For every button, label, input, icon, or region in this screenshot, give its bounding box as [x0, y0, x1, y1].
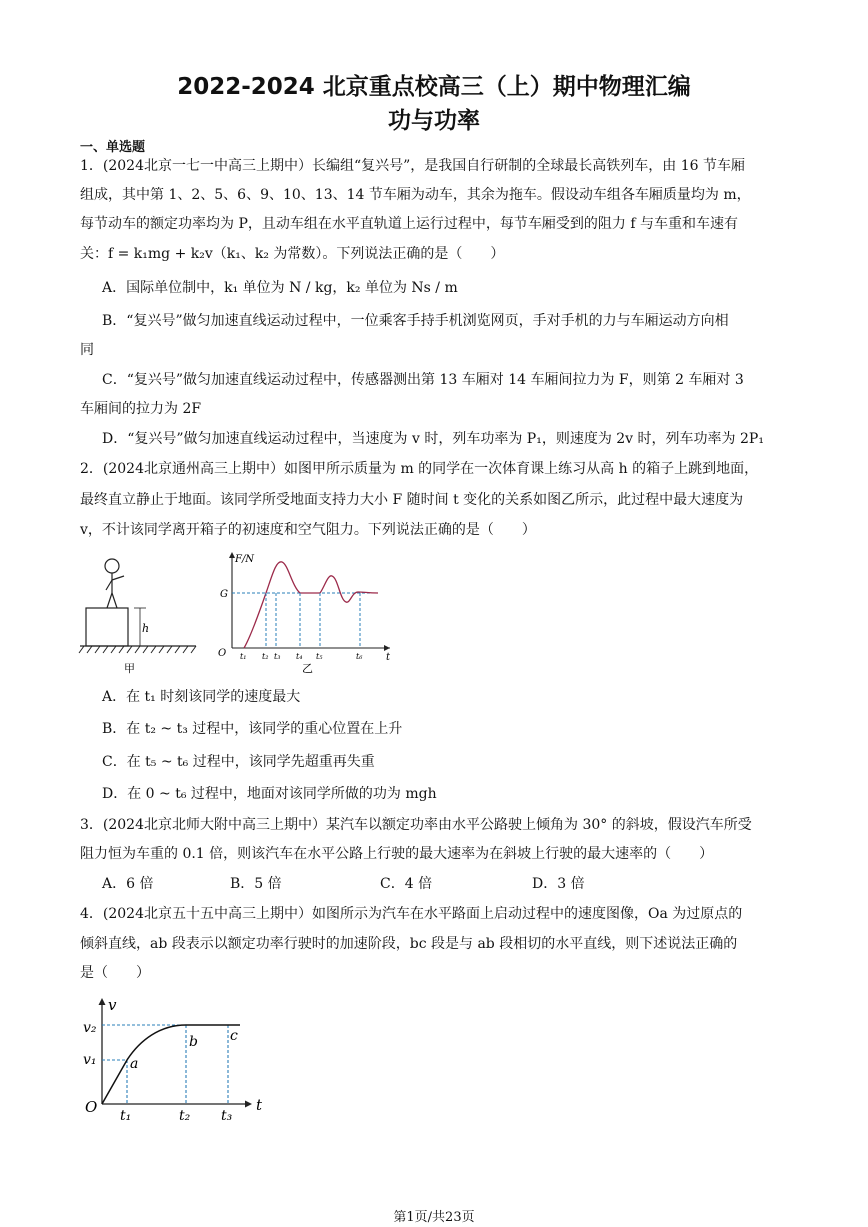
tick-t3: t₃	[274, 652, 281, 661]
v2-label: v₂	[83, 1020, 97, 1036]
point-b-label: b	[189, 1034, 198, 1050]
q3-option-b: B．5 倍	[230, 876, 282, 892]
G-label: G	[220, 589, 228, 600]
q2-option-c: C．在 t₅ ~ t₆ 过程中，该同学先超重再失重	[102, 754, 375, 770]
q4-text-line: 4．(2024北京五十五中高三上期中）如图所示为汽车在水平路面上启动过程中的速度图像，Oa 为过原点的	[80, 906, 743, 922]
tick-t6: t₆	[356, 652, 363, 661]
v1-label: v₁	[83, 1052, 97, 1068]
q1-option-d: D．“复兴号”做匀加速直线运动过程中，当速度为 v 时，列车功率为 P₁，则速度为 2v 时，列车功率为 2P₁	[102, 431, 764, 447]
q4-text-line: 倾斜直线，ab 段表示以额定功率行驶时的加速阶段，bc 段是与 ab 段相切的水平直线，则下述说法正确的	[80, 936, 738, 952]
force-curve	[244, 562, 378, 648]
document-title: 2022-2024 北京重点校高三（上）期中物理汇编	[177, 74, 691, 100]
tick-t5: t₅	[316, 652, 323, 661]
document-subtitle: 功与功率	[388, 108, 480, 134]
q4-text-line: 是（ ）	[80, 965, 150, 981]
origin-label: O	[218, 648, 227, 659]
tick-t2: t₂	[179, 1108, 191, 1122]
height-label: h	[142, 622, 150, 635]
q1-text-line: 1．(2024北京一七一中高三上期中）长编组“复兴号”，是我国自行研制的全球最长高铁列车，由 16 节车厢	[80, 158, 746, 174]
q2-option-d: D．在 0 ~ t₆ 过程中，地面对该同学所做的功为 mgh	[102, 786, 437, 802]
figure-jia-label: 甲	[124, 662, 135, 675]
q1-text-line: 组成，其中第 1、2、5、6、9、10、13、14 节车厢为动车，其余为拖车。假设动车组各车厢质量均为 m，	[80, 187, 751, 203]
q1-option-c: C．“复兴号”做匀加速直线运动过程中，传感器测出第 13 车厢对 14 车厢间拉力为 F，则第 2 车厢对 3	[102, 372, 744, 388]
q3-option-a: A．6 倍	[102, 876, 154, 892]
point-c-label: c	[230, 1028, 238, 1044]
q1-text-line: 关：f = k₁mg + k₂v（k₁、k₂ 为常数）。下列说法正确的是（ ）	[80, 246, 505, 262]
q1-option-a: A．国际单位制中，k₁ 单位为 N / kg，k₂ 单位为 Ns / m	[102, 280, 458, 296]
velocity-curve	[102, 1025, 240, 1104]
q4-vt-figure	[80, 992, 280, 1122]
box	[86, 608, 128, 646]
tick-t2: t₂	[262, 652, 269, 661]
q2-text-line: 最终直立静止于地面。该同学所受地面支持力大小 F 随时间 t 变化的关系如图乙所示，此过程中最大速度为	[80, 492, 744, 508]
q1-option-b-cont: 同	[80, 342, 94, 358]
q2-text-line: 2．(2024北京通州高三上期中）如图甲所示质量为 m 的同学在一次体育课上练习从高 h 的箱子上跳到地面，	[80, 461, 759, 477]
person-head	[105, 559, 119, 573]
tick-t1: t₁	[120, 1108, 132, 1122]
v-axis-label: v	[108, 996, 117, 1014]
q2-text-line: v，不计该同学离开箱子的初速度和空气阻力。下列说法正确的是（ ）	[80, 522, 536, 538]
tick-t4: t₄	[296, 652, 303, 661]
tick-t3: t₃	[221, 1108, 233, 1122]
q3-text-line: 阻力恒为车重的 0.1 倍，则该汽车在水平公路上行驶的最大速率为在斜坡上行驶的最大速率的（ ）	[80, 846, 714, 862]
t-axis-label: t	[256, 1096, 263, 1114]
q1-option-c-cont: 车厢间的拉力为 2F	[80, 401, 202, 417]
F-axis-label: F/N	[235, 554, 255, 565]
t-axis-label: t	[386, 652, 391, 663]
q2-option-b: B．在 t₂ ~ t₃ 过程中，该同学的重心位置在上升	[102, 721, 403, 737]
origin-label: O	[85, 1098, 98, 1116]
q2-figure-jia	[76, 548, 202, 676]
tick-t1: t₁	[240, 652, 247, 661]
point-a-label: a	[130, 1056, 139, 1072]
figure-yi-label: 乙	[302, 662, 313, 675]
q3-option-c: C．4 倍	[380, 876, 433, 892]
q1-text-line: 每节动车的额定功率均为 P，且动车组在水平直轨道上运行过程中，每节车厢受到的阻力 f 与车重和车速有	[80, 216, 738, 232]
section-heading: 一、单选题	[80, 140, 146, 155]
page-footer: 第1页/共23页	[393, 1210, 475, 1225]
q2-option-a: A．在 t₁ 时刻该同学的速度最大	[102, 689, 301, 705]
q3-text-line: 3．(2024北京北师大附中高三上期中）某汽车以额定功率由水平公路驶上倾角为 30° 的斜坡，假设汽车所受	[80, 817, 752, 833]
q2-figure-yi	[210, 548, 396, 676]
q3-option-d: D．3 倍	[532, 876, 585, 892]
q1-option-b: B．“复兴号”做匀加速直线运动过程中，一位乘客手持手机浏览网页，手对手机的力与车厢运动方向相	[102, 313, 729, 329]
